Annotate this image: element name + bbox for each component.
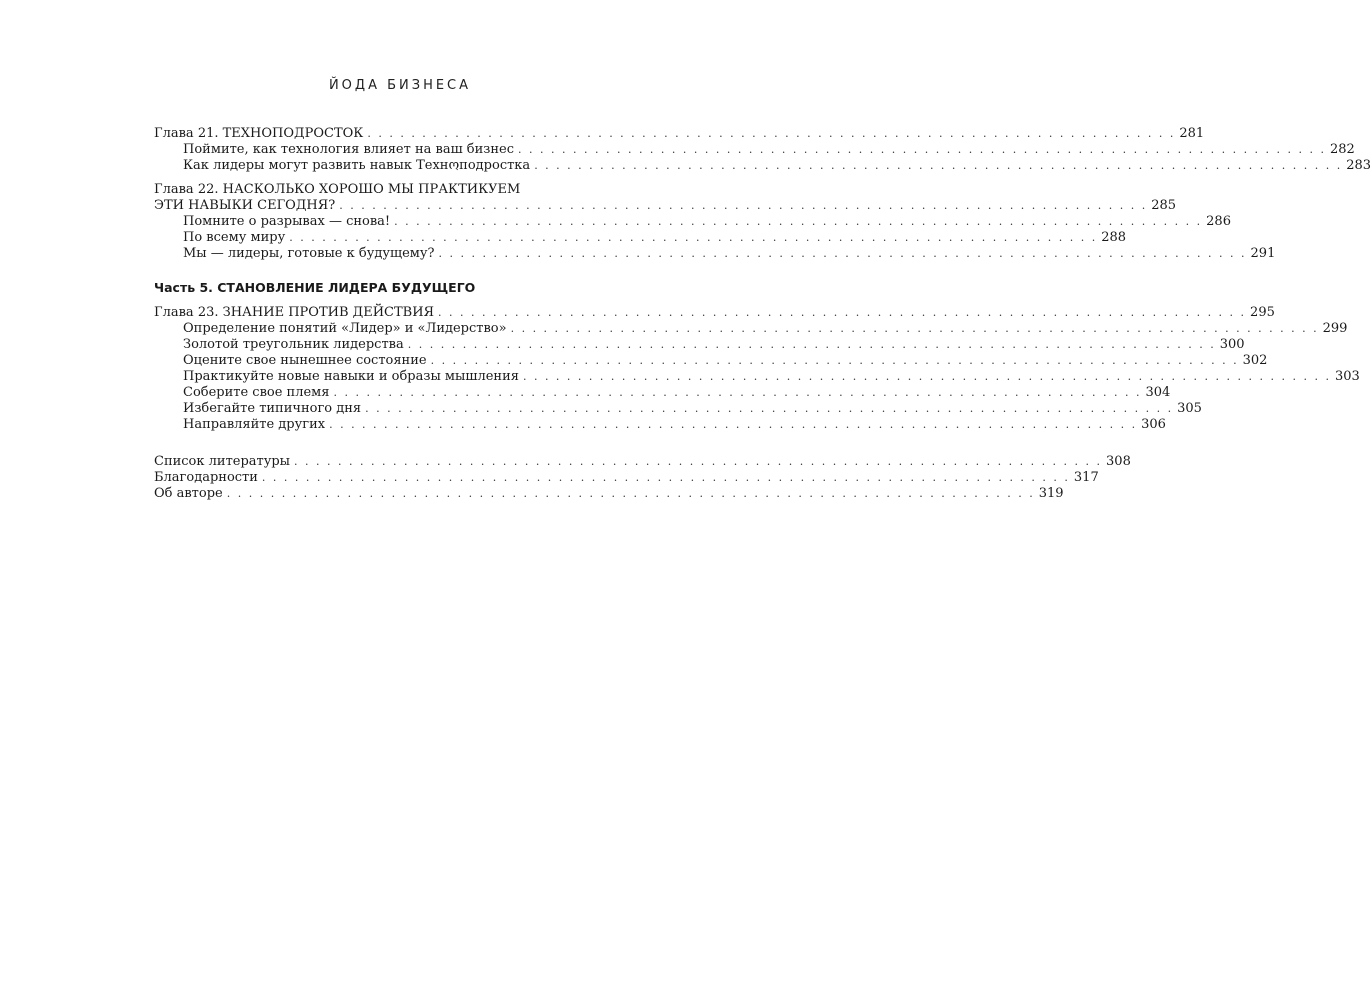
toc-entry-about-author[interactable] bbox=[154, 486, 1064, 502]
toc-entry-title: Благодарности bbox=[154, 470, 258, 485]
toc-entry-chapter-22[interactable] bbox=[154, 198, 1177, 214]
toc-entry-section[interactable] bbox=[154, 385, 1171, 401]
toc-entry-acknowledgements[interactable] bbox=[154, 470, 1099, 486]
toc-entry-bibliography[interactable] bbox=[154, 454, 1131, 470]
dot-leader: . . . . . . . . . . . . . . . . . . . . . . . . . . . . . . . . . . . . . . . . . . . . . . . . . . . . . . . . . . . . . . . . . . . . . . . . . . bbox=[261, 471, 1070, 484]
toc-entry-title: Список литературы bbox=[154, 454, 291, 469]
toc-entry-title: Помните о разрывах — снова! bbox=[183, 214, 391, 229]
toc-page-number: 304 bbox=[1145, 385, 1171, 400]
toc-entry-section[interactable] bbox=[154, 246, 1276, 262]
toc-entry-title: По всему миру bbox=[183, 230, 286, 245]
dot-leader: . . . . . . . . . . . . . . . . . . . . . . . . . . . . . . . . . . . . . . . . . . . . . . . . . . . . . . . . . . . . . . . . . . . . . . . . . . bbox=[365, 402, 1174, 415]
toc-page-number: 317 bbox=[1073, 470, 1099, 485]
toc-entry-section[interactable] bbox=[154, 417, 1166, 433]
toc-entry-section[interactable] bbox=[154, 230, 1127, 246]
dot-leader: . . . . . . . . . . . . . . . . . . . . . . . . . . . . . . . . . . . . . . . . . . . . . . . . . . . . . . . . . . . . . . . . . . . . . . . . . . bbox=[367, 127, 1176, 140]
toc-entry-section[interactable] bbox=[154, 214, 1231, 230]
toc-page-number: 299 bbox=[1322, 321, 1348, 336]
toc-page-number: 306 bbox=[1141, 417, 1166, 432]
toc-entry-section[interactable] bbox=[154, 353, 1268, 369]
dot-leader: . . . . . . . . . . . . . . . . . . . . . . . . . . . . . . . . . . . . . . . . . . . . . . . . . . . . . . . . . . . . . . . . . . . . . . . . . . bbox=[329, 418, 1138, 431]
toc-entry-title: Направляйте других bbox=[183, 417, 326, 432]
toc-entry-title: Глава 21. ТЕХНОПОДРОСТОК bbox=[154, 126, 364, 141]
toc-page-number: 283 bbox=[1346, 158, 1371, 173]
dot-leader: . . . . . . . . . . . . . . . . . . . . . . . . . . . . . . . . . . . . . . . . . . . . . . . . . . . . . . . . . . . . . . . . . . . . . . . . . . bbox=[407, 338, 1216, 351]
dot-leader: . . . . . . . . . . . . . . . . . . . . . . . . . . . . . . . . . . . . . . . . . . . . . . . . . . . . . . . . . . . . . . . . . . . . . . . . . . bbox=[430, 354, 1239, 367]
toc-entry-title: Как лидеры могут развить навык Технოподростка bbox=[183, 158, 531, 173]
dot-leader: . . . . . . . . . . . . . . . . . . . . . . . . . . . . . . . . . . . . . . . . . . . . . . . . . . . . . . . . . . . . . . . . . . . . . . . . . . bbox=[226, 487, 1035, 500]
toc-page-number: 286 bbox=[1206, 214, 1231, 229]
toc-page-number: 295 bbox=[1250, 305, 1275, 320]
dot-leader: . . . . . . . . . . . . . . . . . . . . . . . . . . . . . . . . . . . . . . . . . . . . . . . . . . . . . . . . . . . . . . . . . . . . . . . . . . bbox=[394, 215, 1203, 228]
toc-entry-title: Поймите, как технология влияет на ваш бизнес bbox=[183, 142, 515, 157]
toc-entry-title: Практикуйте новые навыки и образы мышления bbox=[183, 369, 519, 384]
dot-leader: . . . . . . . . . . . . . . . . . . . . . . . . . . . . . . . . . . . . . . . . . . . . . . . . . . . . . . . . . . . . . . . . . . . . . . . . . . bbox=[510, 322, 1319, 335]
toc-page-number: 281 bbox=[1179, 126, 1205, 141]
toc-entry-title: ЭТИ НАВЫКИ СЕГОДНЯ? bbox=[154, 198, 336, 213]
toc-entry-chapter-22-title-line[interactable]: Глава 22. НАСКОЛЬКО ХОРОШО МЫ ПРАКТИКУЕМ bbox=[154, 182, 521, 197]
toc-entry-section[interactable] bbox=[154, 158, 1371, 174]
table-of-contents bbox=[154, 126, 1371, 502]
dot-leader: . . . . . . . . . . . . . . . . . . . . . . . . . . . . . . . . . . . . . . . . . . . . . . . . . . . . . . . . . . . . . . . . . . . . . . . . . . bbox=[294, 455, 1103, 468]
toc-page-number: 282 bbox=[1330, 142, 1355, 157]
toc-page-number: 319 bbox=[1038, 486, 1064, 501]
toc-page-number: 302 bbox=[1242, 353, 1268, 368]
toc-entry-title: Мы — лидеры, готовые к будущему? bbox=[183, 246, 435, 261]
toc-entry-section[interactable] bbox=[154, 337, 1245, 353]
toc-entry-title: Золотой треугольник лидерства bbox=[183, 337, 404, 352]
toc-page-number: 285 bbox=[1151, 198, 1177, 213]
toc-entry-section[interactable] bbox=[154, 369, 1360, 385]
dot-leader: . . . . . . . . . . . . . . . . . . . . . . . . . . . . . . . . . . . . . . . . . . . . . . . . . . . . . . . . . . . . . . . . . . . . . . . . . . bbox=[339, 199, 1148, 212]
toc-page-number: 300 bbox=[1219, 337, 1245, 352]
toc-entry-title: Глава 23. ЗНАНИЕ ПРОТИВ ДЕЙСТВИЯ bbox=[154, 305, 435, 320]
toc-entry-chapter-21[interactable] bbox=[154, 126, 1205, 142]
toc-entry-chapter-23[interactable] bbox=[154, 305, 1275, 321]
dot-leader: . . . . . . . . . . . . . . . . . . . . . . . . . . . . . . . . . . . . . . . . . . . . . . . . . . . . . . . . . . . . . . . . . . . . . . . . . . bbox=[438, 247, 1247, 260]
toc-page-number: 308 bbox=[1106, 454, 1131, 469]
dot-leader: . . . . . . . . . . . . . . . . . . . . . . . . . . . . . . . . . . . . . . . . . . . . . . . . . . . . . . . . . . . . . . . . . . . . . . . . . . bbox=[438, 306, 1247, 319]
toc-entry-title: Избегайте типичного дня bbox=[183, 401, 362, 416]
dot-leader: . . . . . . . . . . . . . . . . . . . . . . . . . . . . . . . . . . . . . . . . . . . . . . . . . . . . . . . . . . . . . . . . . . . . . . . . . . bbox=[333, 386, 1142, 399]
toc-entry-title: Соберите свое племя bbox=[183, 385, 330, 400]
toc-page-number: 291 bbox=[1250, 246, 1276, 261]
dot-leader: . . . . . . . . . . . . . . . . . . . . . . . . . . . . . . . . . . . . . . . . . . . . . . . . . . . . . . . . . . . . . . . . . . . . . . . . . . bbox=[518, 143, 1327, 156]
dot-leader: . . . . . . . . . . . . . . . . . . . . . . . . . . . . . . . . . . . . . . . . . . . . . . . . . . . . . . . . . . . . . . . . . . . . . . . . . . bbox=[289, 231, 1098, 244]
dot-leader: . . . . . . . . . . . . . . . . . . . . . . . . . . . . . . . . . . . . . . . . . . . . . . . . . . . . . . . . . . . . . . . . . . . . . . . . . . bbox=[522, 370, 1331, 383]
running-header: ЙОДА БИЗНЕСА bbox=[328, 78, 472, 93]
dot-leader: . . . . . . . . . . . . . . . . . . . . . . . . . . . . . . . . . . . . . . . . . . . . . . . . . . . . . . . . . . . . . . . . . . . . . . . . . . bbox=[534, 159, 1343, 172]
toc-entry-section[interactable] bbox=[154, 321, 1348, 337]
toc-page-number: 288 bbox=[1101, 230, 1127, 245]
toc-entry-section[interactable] bbox=[154, 142, 1355, 158]
toc-entry-section[interactable] bbox=[154, 401, 1202, 417]
part-5-heading[interactable]: Часть 5. СТАНОВЛЕНИЕ ЛИДЕРА БУДУЩЕГО bbox=[154, 280, 476, 295]
toc-page-number: 303 bbox=[1334, 369, 1360, 384]
toc-page-number: 305 bbox=[1177, 401, 1202, 416]
toc-entry-title: Оцените свое нынешнее состояние bbox=[183, 353, 427, 368]
toc-entry-title: Об авторе bbox=[154, 486, 223, 501]
toc-entry-title: Определение понятий «Лидер» и «Лидерство» bbox=[183, 321, 507, 336]
